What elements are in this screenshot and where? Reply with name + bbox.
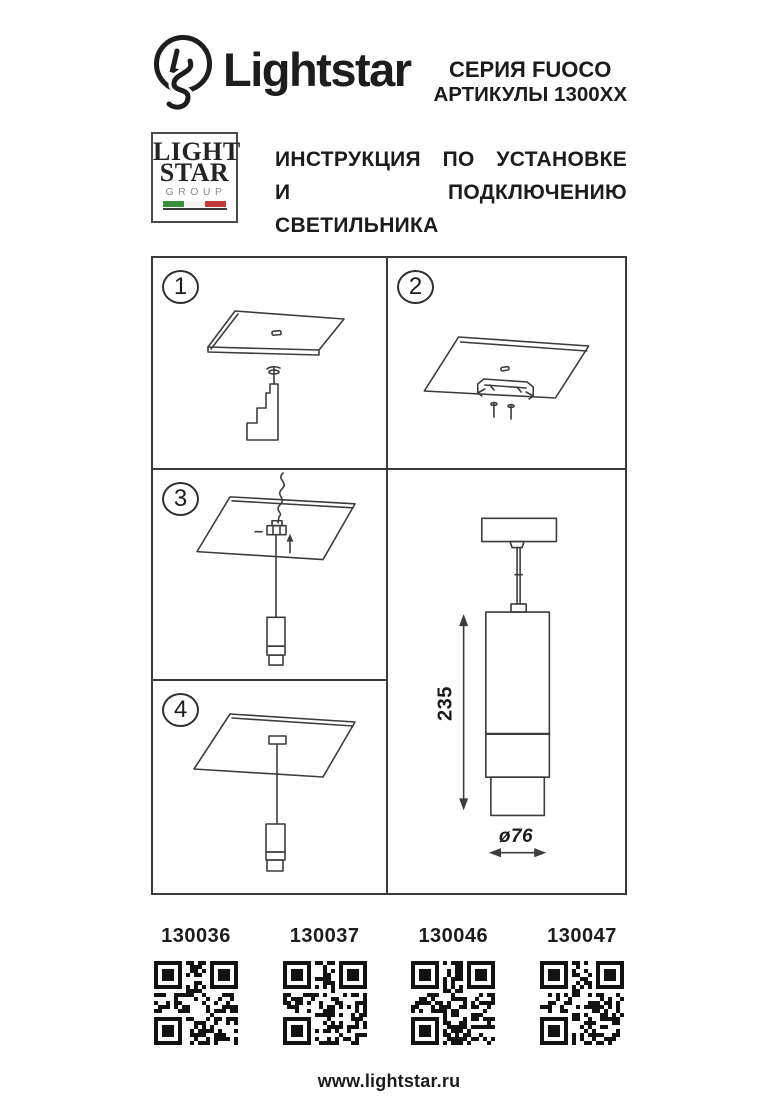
lsg-light: LIGHT: [153, 137, 241, 166]
article-item: [153, 925, 239, 1045]
qr-code-icon: [540, 961, 624, 1045]
height-dimension-label: 235: [434, 686, 457, 721]
step-grid: [151, 256, 627, 895]
qr-section: [153, 925, 625, 1045]
article-code: 130036: [161, 925, 231, 947]
brand-logo: [151, 30, 411, 114]
step-cell-2: [388, 258, 625, 470]
step-cell-3: [153, 470, 388, 681]
diameter-dimension-label: ø76: [498, 826, 534, 847]
article-code: 130047: [547, 925, 617, 947]
instruction-title-line1: ИНСТРУКЦИЯ ПО УСТАНОВКЕ: [275, 148, 627, 171]
lsg-group: GROUP: [165, 186, 227, 198]
series-title: СЕРИЯ FUOCO: [449, 57, 612, 82]
step-number: 1: [173, 273, 188, 300]
qr-code-icon: [154, 961, 238, 1045]
step-number: 4: [173, 696, 188, 723]
article-code: 130046: [418, 925, 489, 947]
italy-flag-icon: [163, 201, 227, 207]
instruction-title-line2: И ПОДКЛЮЧЕНИЮ СВЕТИЛЬНИКА: [275, 181, 627, 237]
articles-subtitle: АРТИКУЛЫ 1300XX: [433, 83, 627, 106]
article-item: [410, 925, 496, 1045]
header: [151, 30, 627, 116]
step-number: 3: [173, 485, 188, 512]
lightstar-group-logo: [151, 132, 241, 223]
step-cell-1: [153, 258, 388, 470]
qr-code-icon: [411, 961, 495, 1045]
flag-underline: [163, 208, 227, 210]
article-code: 130037: [289, 925, 360, 947]
dimension-cell: [388, 470, 625, 893]
step-cell-4: [153, 681, 388, 893]
qr-code-icon: [283, 961, 367, 1045]
step-badge: [397, 270, 434, 304]
footer-url: www.lightstar.ru: [317, 1071, 461, 1091]
subheader: [151, 132, 627, 237]
step-badge: [162, 270, 199, 304]
lsg-star: STAR: [159, 158, 230, 187]
step-badge: [162, 693, 199, 727]
lightstar-bulb-icon: [151, 30, 215, 114]
article-item: [282, 925, 368, 1045]
step-badge: [162, 482, 199, 516]
brand-wordmark: Lightstar: [223, 43, 411, 96]
series-block: [433, 57, 627, 107]
step-number: 2: [408, 273, 423, 300]
article-item: [539, 925, 625, 1045]
instruction-title: [275, 143, 627, 237]
